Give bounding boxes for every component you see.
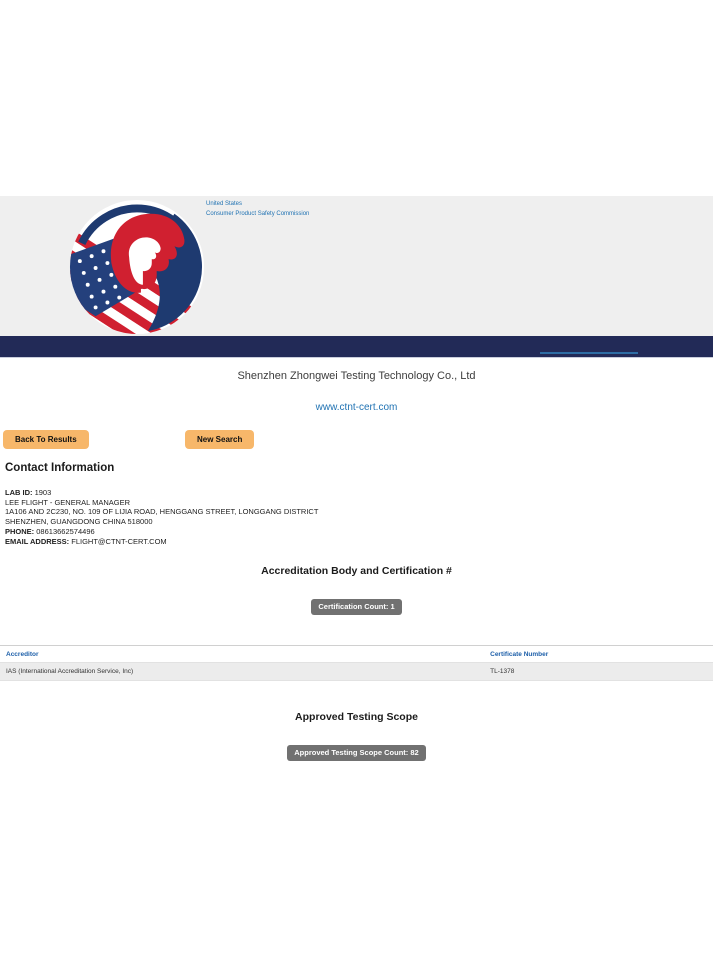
lab-id-value: 1903 — [34, 488, 52, 497]
certificate-number-column-header: Certificate Number — [484, 646, 713, 663]
accreditor-cell: IAS (International Accreditation Service, Inc) — [0, 663, 484, 681]
agency-name-line2: Consumer Product Safety Commission — [206, 210, 310, 217]
address-line2: SHENZHEN, GUANGDONG CHINA 518000 — [5, 517, 153, 527]
approved-testing-scope-count-badge: Approved Testing Scope Count: 82 — [287, 745, 425, 761]
table-header-row — [0, 646, 713, 663]
lab-id-label: LAB ID: — [5, 488, 33, 497]
agency-name-line1: United States — [206, 201, 243, 207]
certification-count-badge: Certification Count: 1 — [311, 599, 401, 615]
back-to-results-button[interactable]: Back To Results — [3, 430, 89, 449]
accreditor-column-header: Accreditor — [0, 646, 484, 663]
certification-count-row — [0, 596, 713, 615]
contact-information-heading: Contact Information — [5, 462, 115, 474]
table-row — [0, 663, 713, 681]
approved-testing-scope-heading: Approved Testing Scope — [295, 711, 418, 723]
nav-bar — [0, 336, 713, 358]
cpsc-eagle-logo-icon — [68, 198, 206, 336]
new-search-button[interactable]: New Search — [185, 430, 254, 449]
site-header — [0, 196, 713, 336]
email-label: EMAIL ADDRESS: — [5, 536, 70, 546]
accreditation-table — [0, 645, 713, 681]
lab-website-link[interactable]: www.ctnt-cert.com — [315, 402, 398, 413]
certificate-number-cell: TL-1378 — [484, 663, 713, 681]
contact-information-block — [5, 488, 565, 546]
lab-website-row — [0, 402, 713, 413]
page-title: Shenzhen Zhongwei Testing Technology Co., Ltd — [237, 370, 476, 382]
address-line1: 1A106 AND 2C230, NO. 109 OF LIJIA ROAD, HENGGANG STREET, LONGGANG DISTRICT — [5, 507, 319, 517]
accreditation-heading: Accreditation Body and Certification # — [261, 565, 452, 577]
email-line — [5, 537, 565, 547]
phone-value: 08613662574496 — [36, 526, 95, 536]
phone-line — [5, 527, 565, 537]
phone-label: PHONE: — [5, 526, 35, 536]
agency-name — [206, 200, 309, 219]
lab-id-line — [5, 488, 565, 498]
contact-name-line: LEE FLIGHT - GENERAL MANAGER — [5, 497, 131, 507]
scope-count-row — [0, 742, 713, 761]
email-value: FLIGHT@CTNT-CERT.COM — [71, 536, 167, 546]
nav-link-underline[interactable] — [540, 352, 638, 354]
